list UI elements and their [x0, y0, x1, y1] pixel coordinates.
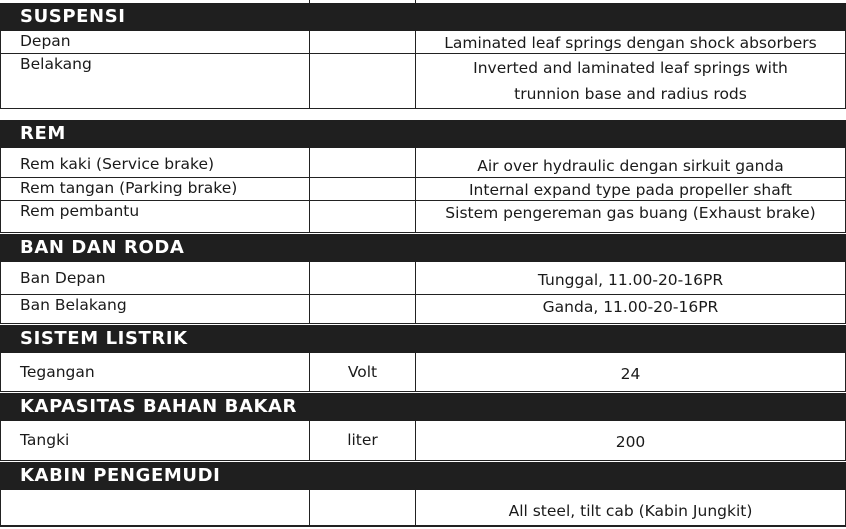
row-value [415, 262, 846, 294]
row-label: Belakang [0, 54, 309, 108]
section-header: REM [0, 120, 846, 148]
row-unit: liter [309, 421, 415, 460]
value-line: 24 [620, 365, 641, 383]
table-row [0, 295, 846, 324]
value-line: All steel, tilt cab (Kabin Jungkit) [508, 502, 753, 520]
table-row [0, 178, 846, 201]
row-label: Rem kaki (Service brake) [0, 148, 309, 177]
table-row [0, 148, 846, 178]
row-unit [309, 262, 415, 294]
row-value [415, 148, 846, 177]
section-header: KABIN PENGEMUDI [0, 462, 846, 490]
section-suspensi [0, 3, 846, 109]
section-kabin-pengemudi [0, 462, 846, 527]
value-line: Sistem pengereman gas buang (Exhaust brake) [445, 204, 816, 222]
table-row [0, 490, 846, 527]
table-row [0, 31, 846, 54]
table-row [0, 54, 846, 109]
table-row [0, 262, 846, 295]
section-kapasitas-bahan-bakar [0, 393, 846, 461]
row-value [415, 201, 846, 232]
row-unit: Volt [309, 353, 415, 391]
row-value [415, 490, 846, 525]
row-unit [309, 201, 415, 232]
table-row [0, 421, 846, 461]
value-line: Inverted and laminated leaf springs with [473, 59, 788, 77]
row-label: Tegangan [0, 353, 309, 391]
row-label: Rem pembantu [0, 201, 309, 232]
row-label: Ban Depan [0, 262, 309, 294]
row-value [415, 178, 846, 200]
row-unit [309, 490, 415, 525]
value-line: trunnion base and radius rods [514, 85, 747, 103]
section-header: SISTEM LISTRIK [0, 325, 846, 353]
section-sistem-listrik [0, 325, 846, 392]
table-row [0, 353, 846, 392]
row-value [415, 421, 846, 460]
value-line: Internal expand type pada propeller shaft [468, 181, 793, 199]
row-label [0, 490, 309, 525]
value-line: Tunggal, 11.00-20-16PR [537, 271, 724, 289]
section-header: SUSPENSI [0, 3, 846, 31]
row-unit [309, 148, 415, 177]
table-row [0, 201, 846, 233]
section-header: BAN DAN RODA [0, 234, 846, 262]
section-header: KAPASITAS BAHAN BAKAR [0, 393, 846, 421]
row-value [415, 295, 846, 323]
row-label: Tangki [0, 421, 309, 460]
row-label: Depan [0, 31, 309, 53]
row-value [415, 353, 846, 391]
row-value [415, 31, 846, 53]
value-line: Air over hydraulic dengan sirkuit ganda [477, 157, 784, 175]
row-value [415, 54, 846, 108]
section-ban-dan-roda [0, 234, 846, 324]
row-label: Rem tangan (Parking brake) [0, 178, 309, 200]
row-unit [309, 54, 415, 108]
value-line: Ganda, 11.00-20-16PR [542, 298, 719, 316]
value-line: Laminated leaf springs dengan shock absorbers [444, 34, 817, 52]
row-label: Ban Belakang [0, 295, 309, 323]
row-unit [309, 295, 415, 323]
row-unit [309, 31, 415, 53]
row-unit [309, 178, 415, 200]
section-rem [0, 120, 846, 233]
value-line: 200 [615, 433, 646, 451]
